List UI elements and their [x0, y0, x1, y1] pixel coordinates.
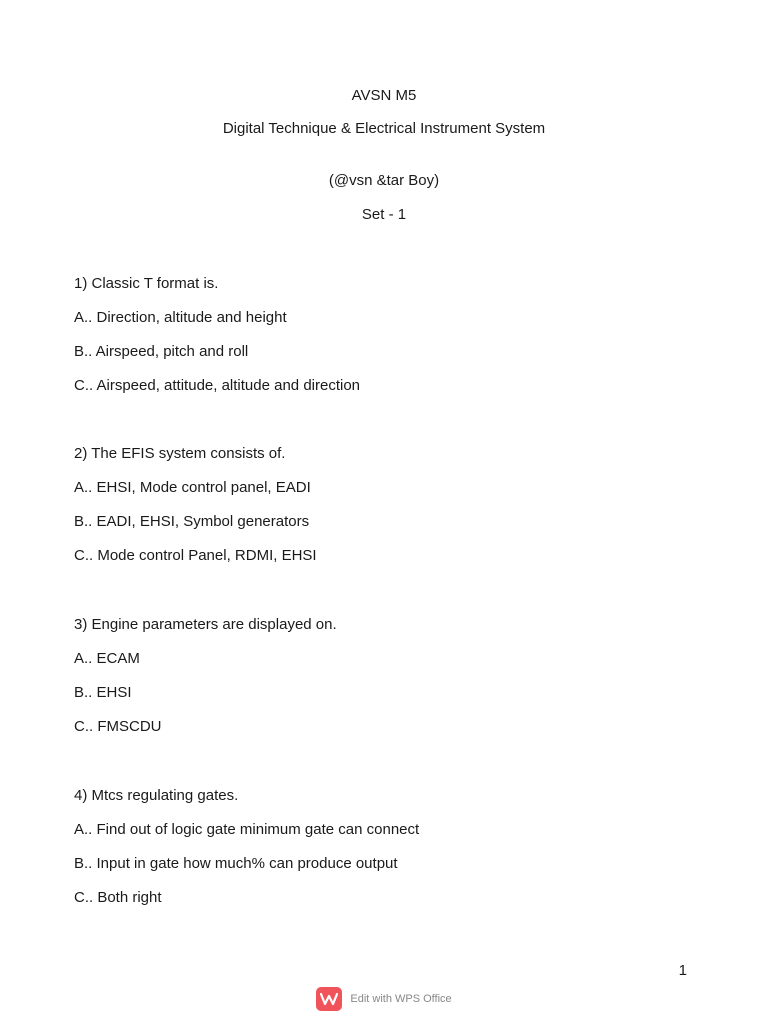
- question-block-1: [74, 274, 714, 410]
- question-block-2: [74, 444, 714, 580]
- question-block-3: [74, 615, 714, 751]
- question-text: 3) Engine parameters are displayed on.: [74, 616, 337, 633]
- option-a: A.. EHSI, Mode control panel, EADI: [74, 479, 311, 496]
- page-number: 1: [678, 962, 687, 979]
- option-c: C.. FMSCDU: [74, 718, 162, 735]
- option-a: A.. ECAM: [74, 650, 140, 667]
- wps-logo-icon: [316, 987, 342, 1011]
- set-label: Set - 1: [361, 206, 407, 223]
- wps-w-glyph: [320, 992, 338, 1006]
- document-subtitle: Digital Technique & Electrical Instrument System: [222, 120, 546, 137]
- question-text: 4) Mtcs regulating gates.: [74, 787, 239, 804]
- option-a: A.. Direction, altitude and height: [74, 309, 287, 326]
- question-text: 1) Classic T format is.: [74, 275, 219, 292]
- option-c: C.. Mode control Panel, RDMI, EHSI: [74, 547, 317, 564]
- option-b: B.. EADI, EHSI, Symbol generators: [74, 513, 310, 530]
- option-c: C.. Both right: [74, 889, 162, 906]
- option-b: B.. Input in gate how much% can produce output: [74, 855, 398, 872]
- option-a: A.. Find out of logic gate minimum gate can connect: [74, 821, 420, 838]
- question-block-4: [74, 786, 714, 922]
- option-c: C.. Airspeed, attitude, altitude and direction: [74, 377, 361, 394]
- document-author: (@vsn &tar Boy): [328, 172, 440, 189]
- wps-edit-label[interactable]: Edit with WPS Office: [350, 993, 452, 1005]
- document-title: AVSN M5: [351, 87, 417, 104]
- question-text: 2) The EFIS system consists of.: [74, 445, 286, 462]
- wps-edit-link[interactable]: [0, 987, 768, 1011]
- option-b: B.. EHSI: [74, 684, 132, 701]
- option-b: B.. Airspeed, pitch and roll: [74, 343, 249, 360]
